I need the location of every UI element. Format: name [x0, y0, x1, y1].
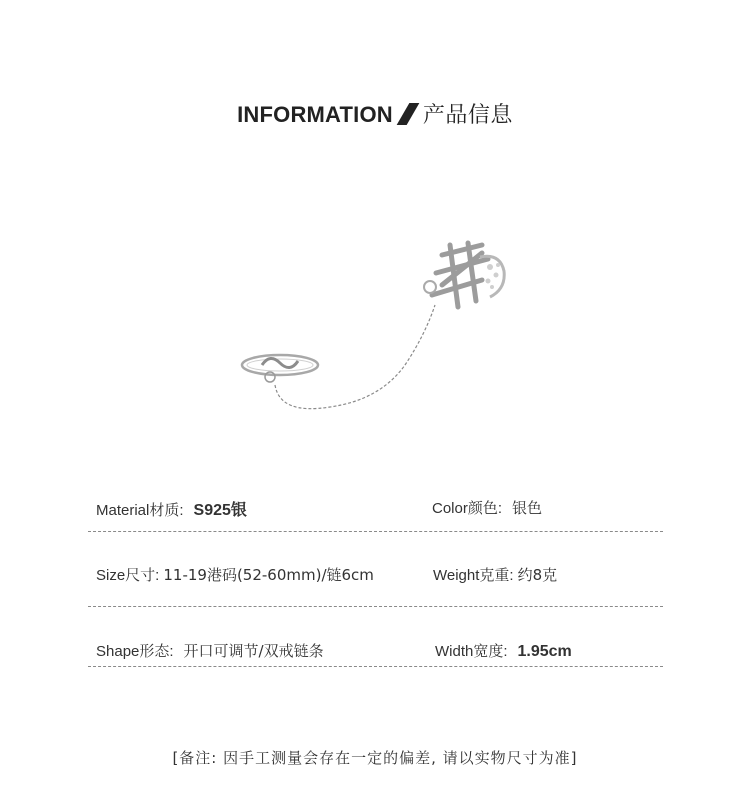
- size-label: Size尺寸:: [96, 567, 160, 584]
- shape-value: 开口可调节/双戒链条: [183, 642, 324, 660]
- color-value: 银色: [512, 499, 543, 517]
- weight-value: 约8克: [517, 566, 558, 584]
- material-value: S925银: [193, 502, 247, 519]
- spec-row-size: [88, 564, 663, 584]
- title-chinese: 产品信息: [422, 103, 513, 128]
- product-image: [220, 225, 540, 425]
- title-english: INFORMATION: [237, 102, 393, 127]
- divider: [88, 666, 663, 667]
- width-value: 1.95cm: [517, 643, 572, 660]
- page-title: [0, 98, 750, 129]
- size-value: 11-19港码(52-60mm)/链6cm: [163, 566, 374, 584]
- width-label: Width宽度:: [435, 643, 508, 660]
- color-label: Color颜色:: [432, 500, 503, 517]
- spec-row-shape: [88, 640, 663, 660]
- shape-label: Shape形态:: [96, 643, 174, 660]
- divider: [88, 606, 663, 607]
- material-label: Material材质:: [96, 502, 184, 519]
- spec-row-material: [88, 497, 663, 517]
- measurement-note: [备注: 因手工测量会存在一定的偏差, 请以实物尺寸为准]: [172, 749, 578, 767]
- divider: [88, 531, 663, 532]
- weight-label: Weight克重:: [433, 567, 514, 584]
- chain-ring-icon: [242, 243, 504, 409]
- slash-divider-icon: [397, 103, 420, 125]
